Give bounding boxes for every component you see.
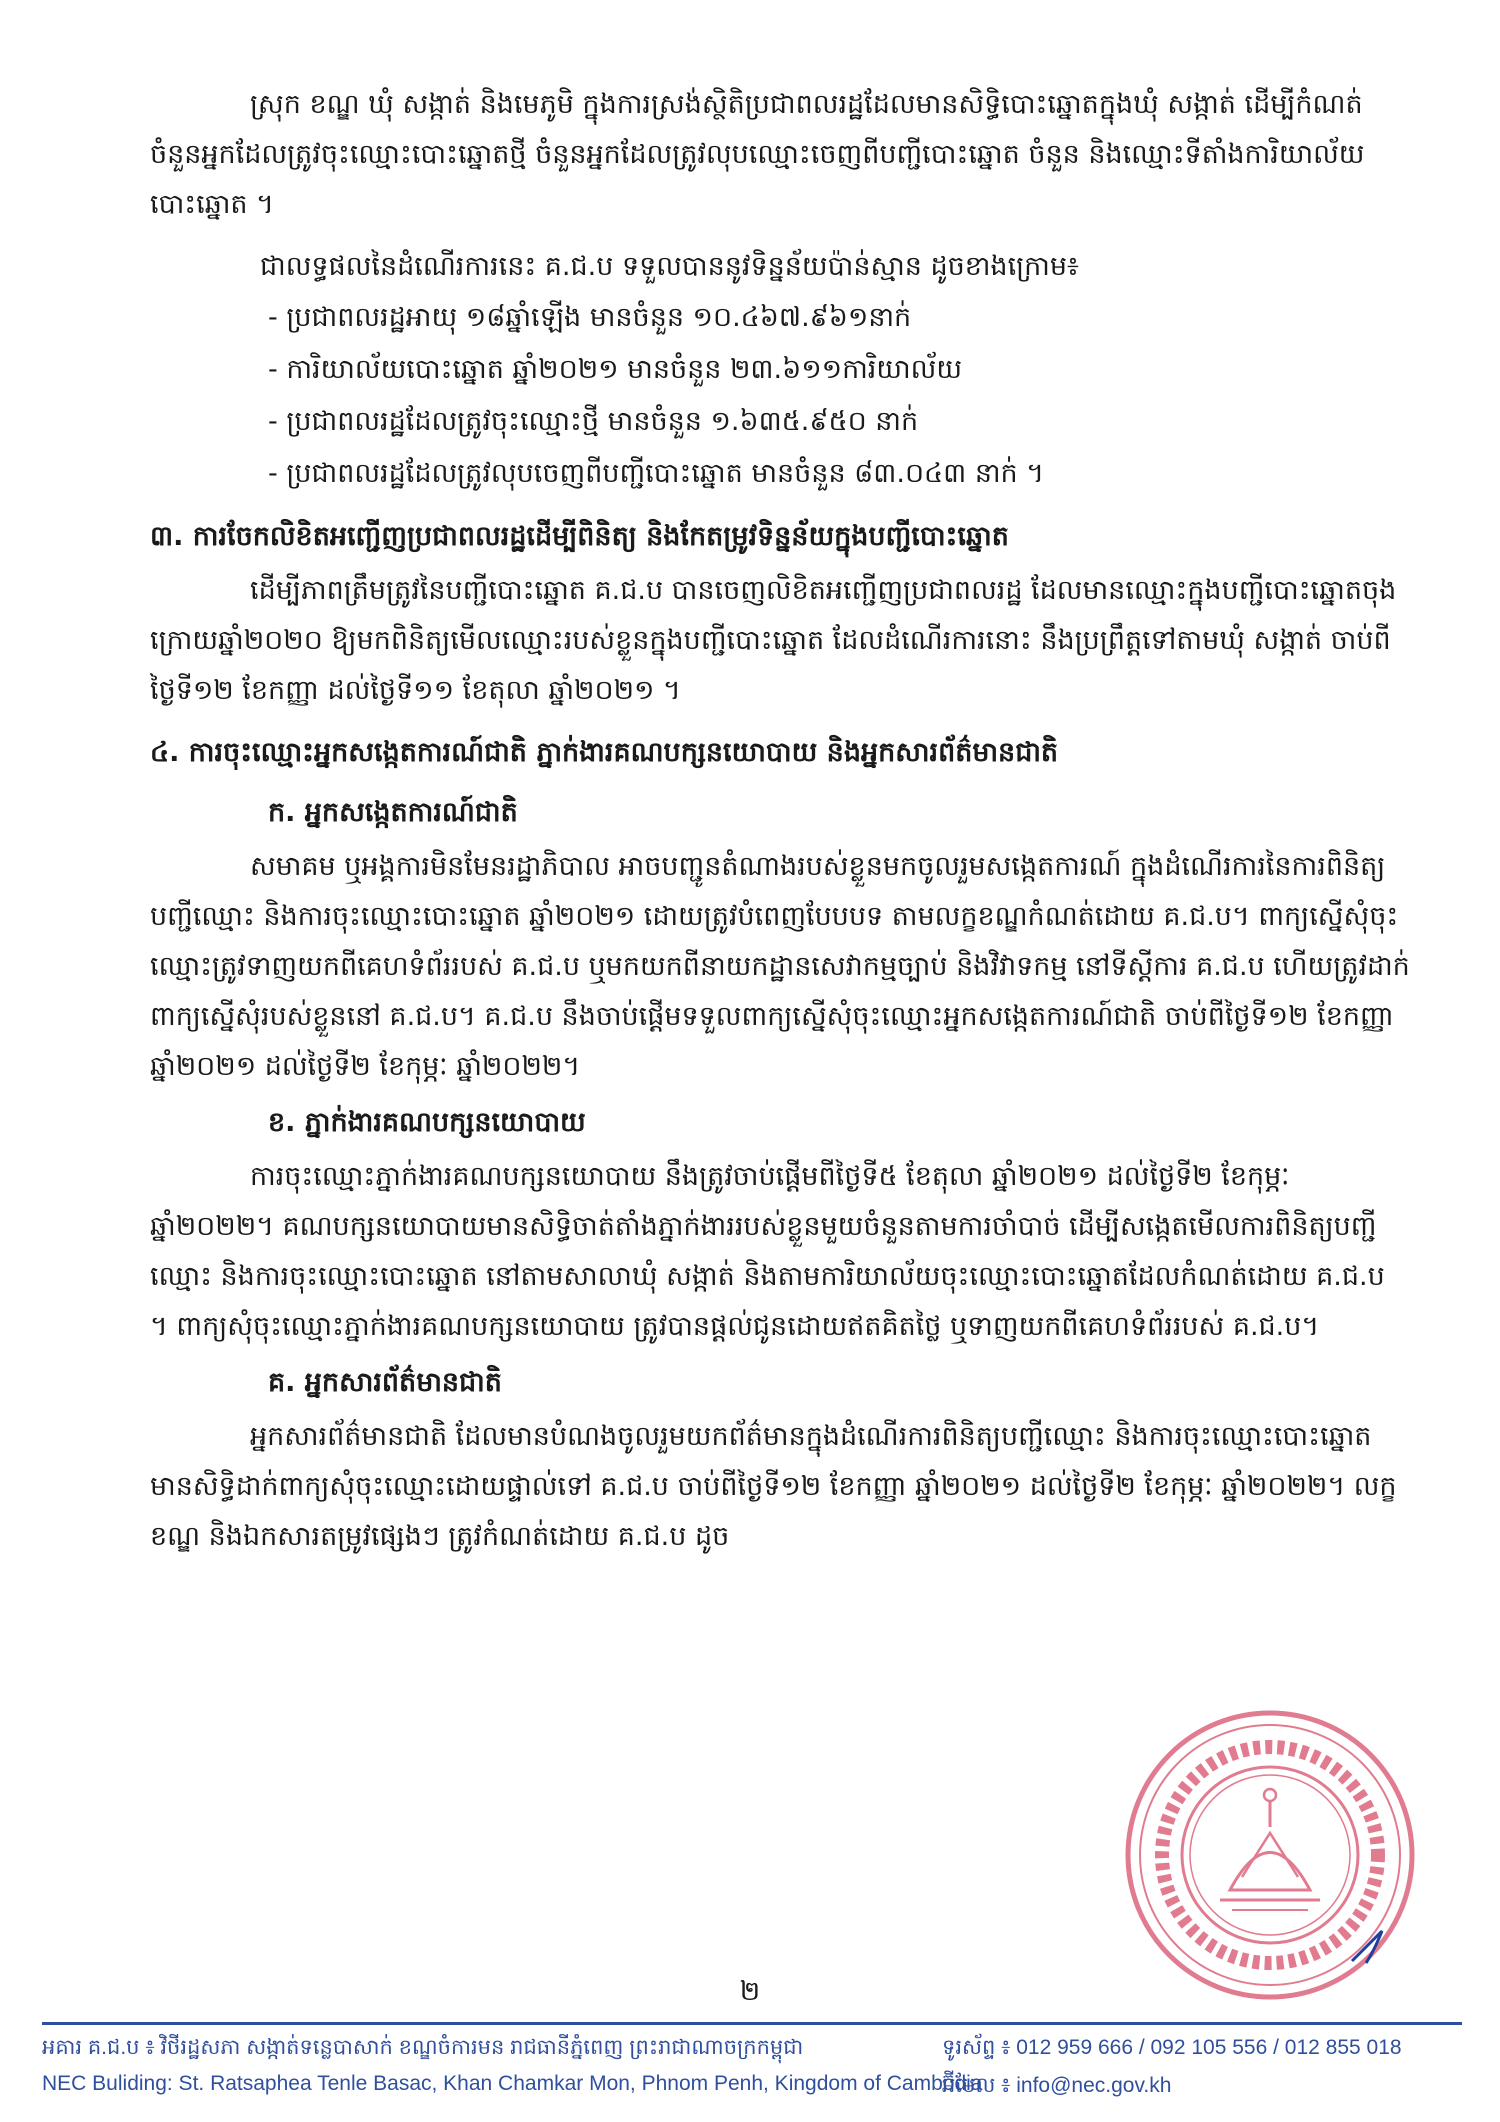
section-4-heading: ៤. ការចុះឈ្មោះអ្នកសង្កេតការណ៍ជាតិ ភ្នាក់ងារគណបក្សនយោបាយ និងអ្នកសារព័ត៌មានជាតិ xyxy=(150,737,1059,768)
list-item: - ប្រជាពលរដ្ឋអាយុ ១៨ឆ្នាំឡើង មានចំនួន ១០.៤៦៧.៩៦១នាក់ xyxy=(268,302,912,333)
footer xyxy=(42,2028,1462,2108)
footer-address-en: NEC Buliding: St. Ratsaphea Tenle Basac, Khan Chamkar Mon, Phnom Penh, Kingdom of Cambodia xyxy=(42,2072,983,2095)
section-4c-paragraph: អ្នកសារព័ត៌មានជាតិ ដែលមានបំណងចូលរួមយកព័ត៌មានក្នុងដំណើរការពិនិត្យបញ្ជីឈ្មោះ និងការចុះឈ្មោះបោះឆ្នោត មានសិទ្ធិដាក់ពាក្យសុំចុះឈ្មោះដោយផ្ទាល់ទៅ គ.ជ.ប ចាប់ពីថ្ងៃទី១២ ខែកញ្ញា ឆ្នាំ២០២១ ដល់ថ្ងៃទី២ ខែកុម្ភៈ ឆ្នាំ២០២២។ លក្ខខណ្ឌ និងឯកសារតម្រូវផ្សេងៗ ត្រូវកំណត់ដោយ គ.ជ.ប ដូច xyxy=(150,1421,1397,1552)
section-4c-heading: គ. អ្នកសារព័ត៌មានជាតិ xyxy=(268,1367,502,1398)
section-4b-heading: ខ. ភ្នាក់ងារគណបក្សនយោបាយ xyxy=(268,1107,586,1138)
list-item: - ប្រជាពលរដ្ឋដែលត្រូវចុះឈ្មោះថ្មី មានចំនួន ១.៦៣៥.៩៥០ នាក់ xyxy=(268,406,919,437)
footer-divider xyxy=(42,2022,1462,2025)
section-3-heading: ៣. ការចែកលិខិតអញ្ជើញប្រជាពលរដ្ឋដើម្បីពិនិត្យ និងកែតម្រូវទិន្នន័យក្នុងបញ្ជីបោះឆ្នោត xyxy=(150,521,1009,552)
list-item: - ប្រជាពលរដ្ឋដែលត្រូវលុបចេញពីបញ្ជីបោះឆ្នោត មានចំនួន ៨៣.០៤៣ នាក់ ។ xyxy=(268,458,1045,489)
footer-address-kh: អគារ គ.ជ.ប ៖ វិថីរដ្ឋសភា សង្កាត់ទន្លេបាសាក់ ខណ្ឌចំការមន រាជធានីភ្នំពេញ ព្រះរាជាណាចក្រកម្ពុជា xyxy=(42,2036,804,2059)
section-4a-paragraph: សមាគម ឬអង្គការមិនមែនរដ្ឋាភិបាល អាចបញ្ជូនតំណាងរបស់ខ្លួនមកចូលរួមសង្កេតការណ៍ ក្នុងដំណើរការនៃការពិនិត្យបញ្ជីឈ្មោះ និងការចុះឈ្មោះបោះឆ្នោត ឆ្នាំ២០២១ ដោយត្រូវបំពេញបែបបទ តាមលក្ខខណ្ឌកំណត់ដោយ គ.ជ.ប។ ពាក្យស្នើសុំចុះឈ្មោះត្រូវទាញយកពីគេហទំព័ររបស់ គ.ជ.ប ឬមកយកពីនាយកដ្ឋានសេវាកម្មច្បាប់ និងវិវាទកម្ម នៅទីស្តីការ គ.ជ.ប ហើយត្រូវដាក់ពាក្យស្នើសុំរបស់ខ្លួននៅ គ.ជ.ប។ គ.ជ.ប នឹងចាប់ផ្តើមទទួលពាក្យស្នើសុំចុះឈ្មោះអ្នកសង្កេតការណ៍ជាតិ ចាប់ពីថ្ងៃទី១២ ខែកញ្ញា ឆ្នាំ២០២១ ដល់ថ្ងៃទី២ ខែកុម្ភៈ ឆ្នាំ២០២២។ xyxy=(150,851,1410,1082)
footer-email[interactable]: អ៊ីមែល ៖ info@nec.gov.kh xyxy=(942,2074,1172,2097)
footer-phone: ទូរស័ព្ទ ៖ 012 959 666 / 092 105 556 / 012 855 018 xyxy=(942,2036,1402,2059)
results-intro: ជាលទ្ធផលនៃដំណើរការនេះ គ.ជ.ប ទទួលបាននូវទិន្នន័យប៉ាន់ស្មាន ដូចខាងក្រោម៖ xyxy=(260,251,1079,282)
list-item: - ការិយាល័យបោះឆ្នោត ឆ្នាំ២០២១ មានចំនួន ២៣.៦១១ការិយាល័យ xyxy=(268,354,963,385)
section-4 xyxy=(150,724,1410,1562)
intro-paragraph: ស្រុក ខណ្ឌ ឃុំ សង្កាត់ និងមេភូមិ ក្នុងការស្រង់ស្ថិតិប្រជាពលរដ្ឋដែលមានសិទ្ធិបោះឆ្នោតក្នុងឃុំ សង្កាត់ ដើម្បីកំណត់ចំនួនអ្នកដែលត្រូវចុះឈ្មោះបោះឆ្នោតថ្មី ចំនួនអ្នកដែលត្រូវលុបឈ្មោះចេញពីបញ្ជីបោះឆ្នោត ចំនួន និងឈ្មោះទីតាំងការិយាល័យបោះឆ្នោត ។ xyxy=(150,89,1365,220)
footer-row xyxy=(42,2034,1462,2070)
results-list xyxy=(150,292,1410,500)
section-3 xyxy=(150,508,1410,716)
section-4a-heading: ក. អ្នកសង្កេតការណ៍ជាតិ xyxy=(268,797,518,828)
page-number: ២ xyxy=(739,1976,761,2007)
section-4b-paragraph: ការចុះឈ្មោះភ្នាក់ងារគណបក្សនយោបាយ នឹងត្រូវចាប់ផ្តើមពីថ្ងៃទី៥ ខែតុលា ឆ្នាំ២០២១ ដល់ថ្ងៃទី២ ខែកុម្ភៈ ឆ្នាំ២០២២។ គណបក្សនយោបាយមានសិទ្ធិចាត់តាំងភ្នាក់ងាររបស់ខ្លួនមួយចំនួនតាមការចាំបាច់ ដើម្បីសង្កេតមើលការពិនិត្យបញ្ជីឈ្មោះ និងការចុះឈ្មោះបោះឆ្នោត នៅតាមសាលាឃុំ សង្កាត់ និងតាមការិយាល័យចុះឈ្មោះបោះឆ្នោតដែលកំណត់ដោយ គ.ជ.ប ។ ពាក្យសុំចុះឈ្មោះភ្នាក់ងារគណបក្សនយោបាយ ត្រូវបានផ្តល់ជូនដោយឥតគិតថ្លៃ ឬទាញយកពីគេហទំព័ររបស់ គ.ជ.ប។ xyxy=(150,1161,1385,1342)
official-seal-stamp-icon xyxy=(1120,1705,1420,2005)
footer-row xyxy=(42,2072,1462,2108)
section-3-paragraph: ដើម្បីភាពត្រឹមត្រូវនៃបញ្ជីបោះឆ្នោត គ.ជ.ប បានចេញលិខិតអញ្ជើញប្រជាពលរដ្ឋ ដែលមានឈ្មោះក្នុងបញ្ជីបោះឆ្នោតចុងក្រោយឆ្នាំ២០២០ ឱ្យមកពិនិត្យមើលឈ្មោះរបស់ខ្លួនក្នុងបញ្ជីបោះឆ្នោត ដែលដំណើរការនោះ នឹងប្រព្រឹត្តទៅតាមឃុំ សង្កាត់ ចាប់ពីថ្ងៃទី១២ ខែកញ្ញា ដល់ថ្ងៃទី១១ ខែតុលា ឆ្នាំ២០២១ ។ xyxy=(150,575,1397,706)
document-body xyxy=(150,80,1410,1562)
